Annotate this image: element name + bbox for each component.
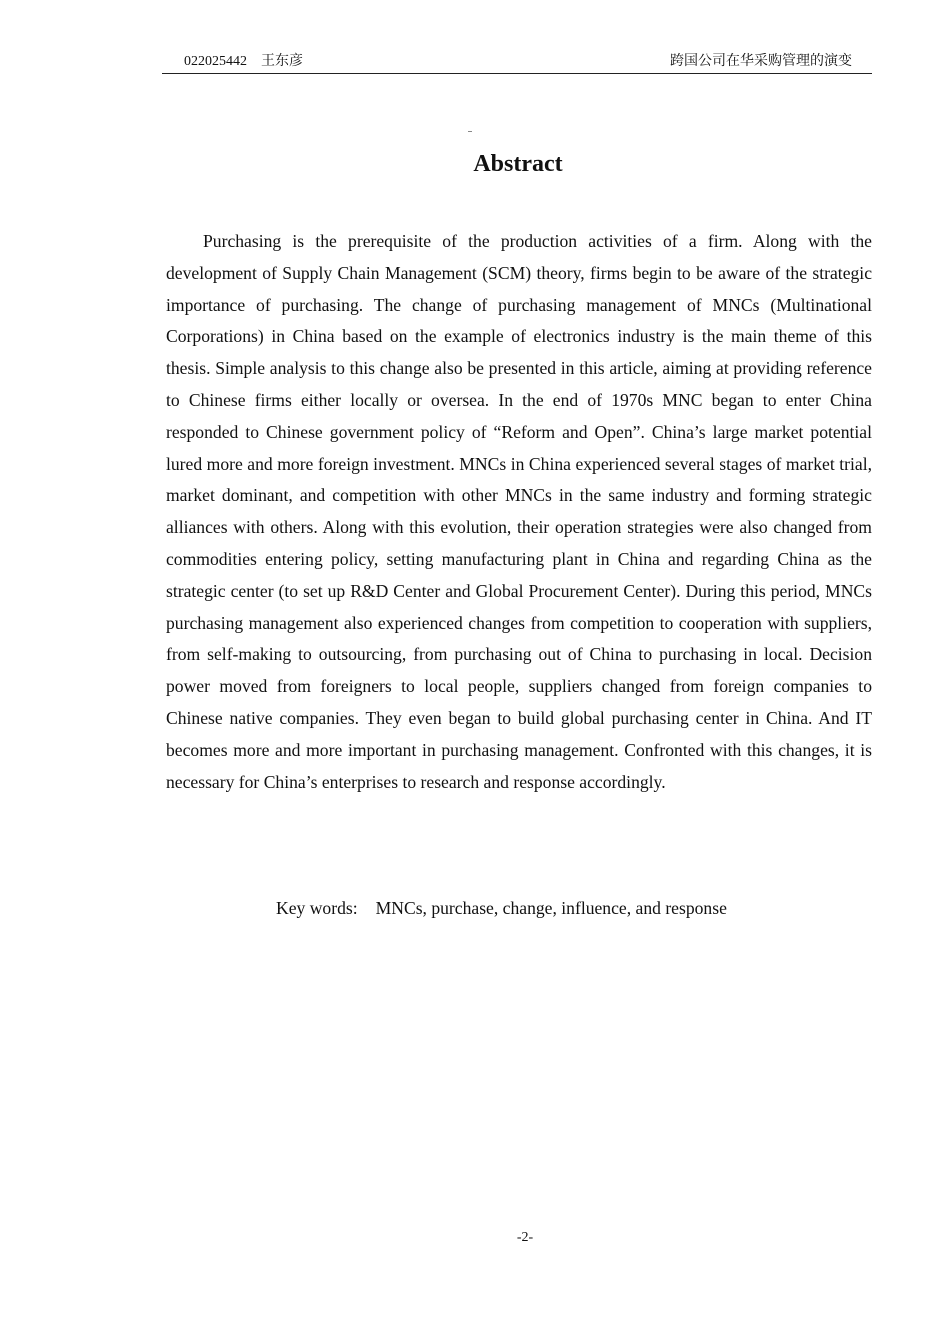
page-number: -2-	[516, 1230, 534, 1245]
running-header	[162, 51, 872, 74]
student-id: 022025442	[184, 54, 247, 69]
author-name: 王东彦	[261, 54, 303, 69]
thesis-title: 跨国公司在华采购管理的演变	[670, 54, 852, 69]
abstract-paragraph: Purchasing is the prerequisite of the production activities of a firm. Along with the development of Supply Chain Management (SCM) theory, firms begin to be aware of the strategic importance of purchasing. The change of purchasing management of MNCs (Multinational Corporations) in China based on the example of electronics industry is the main theme of this thesis. Simple analysis to this change also be presented in this article, aiming at providing reference to Chinese firms either locally or oversea. In the end of 1970s MNC began to enter China responded to Chinese government policy of “Reform and Open”. China’s large market potential lured more and more foreign investment. MNCs in China experienced several stages of market trial, market dominant, and competition with other MNCs in the same industry and forming strategic alliances with others. Along with this evolution, their operation strategies were also changed from commodities entering policy, setting manufacturing plant in China and regarding China as the strategic center (to set up R&D Center and Global Procurement Center). During this period, MNCs purchasing management also experienced changes from competition to cooperation with suppliers, from self-making to outsourcing, from purchasing out of China to purchasing in local. Decision power moved from foreigners to local people, suppliers changed from foreign companies to Chinese native companies. They even began to build global purchasing center in China. And IT becomes more and more important in purchasing management. Confronted with this changes, it is necessary for China’s enterprises to research and response accordingly.	[166, 231, 872, 792]
keywords-label: Key words:	[276, 898, 358, 918]
keywords-value: MNCs, purchase, change, influence, and response	[375, 898, 727, 918]
keywords-line	[276, 895, 727, 921]
header-left	[184, 51, 303, 73]
scan-speck	[468, 131, 472, 132]
abstract-heading: Abstract	[473, 151, 563, 177]
